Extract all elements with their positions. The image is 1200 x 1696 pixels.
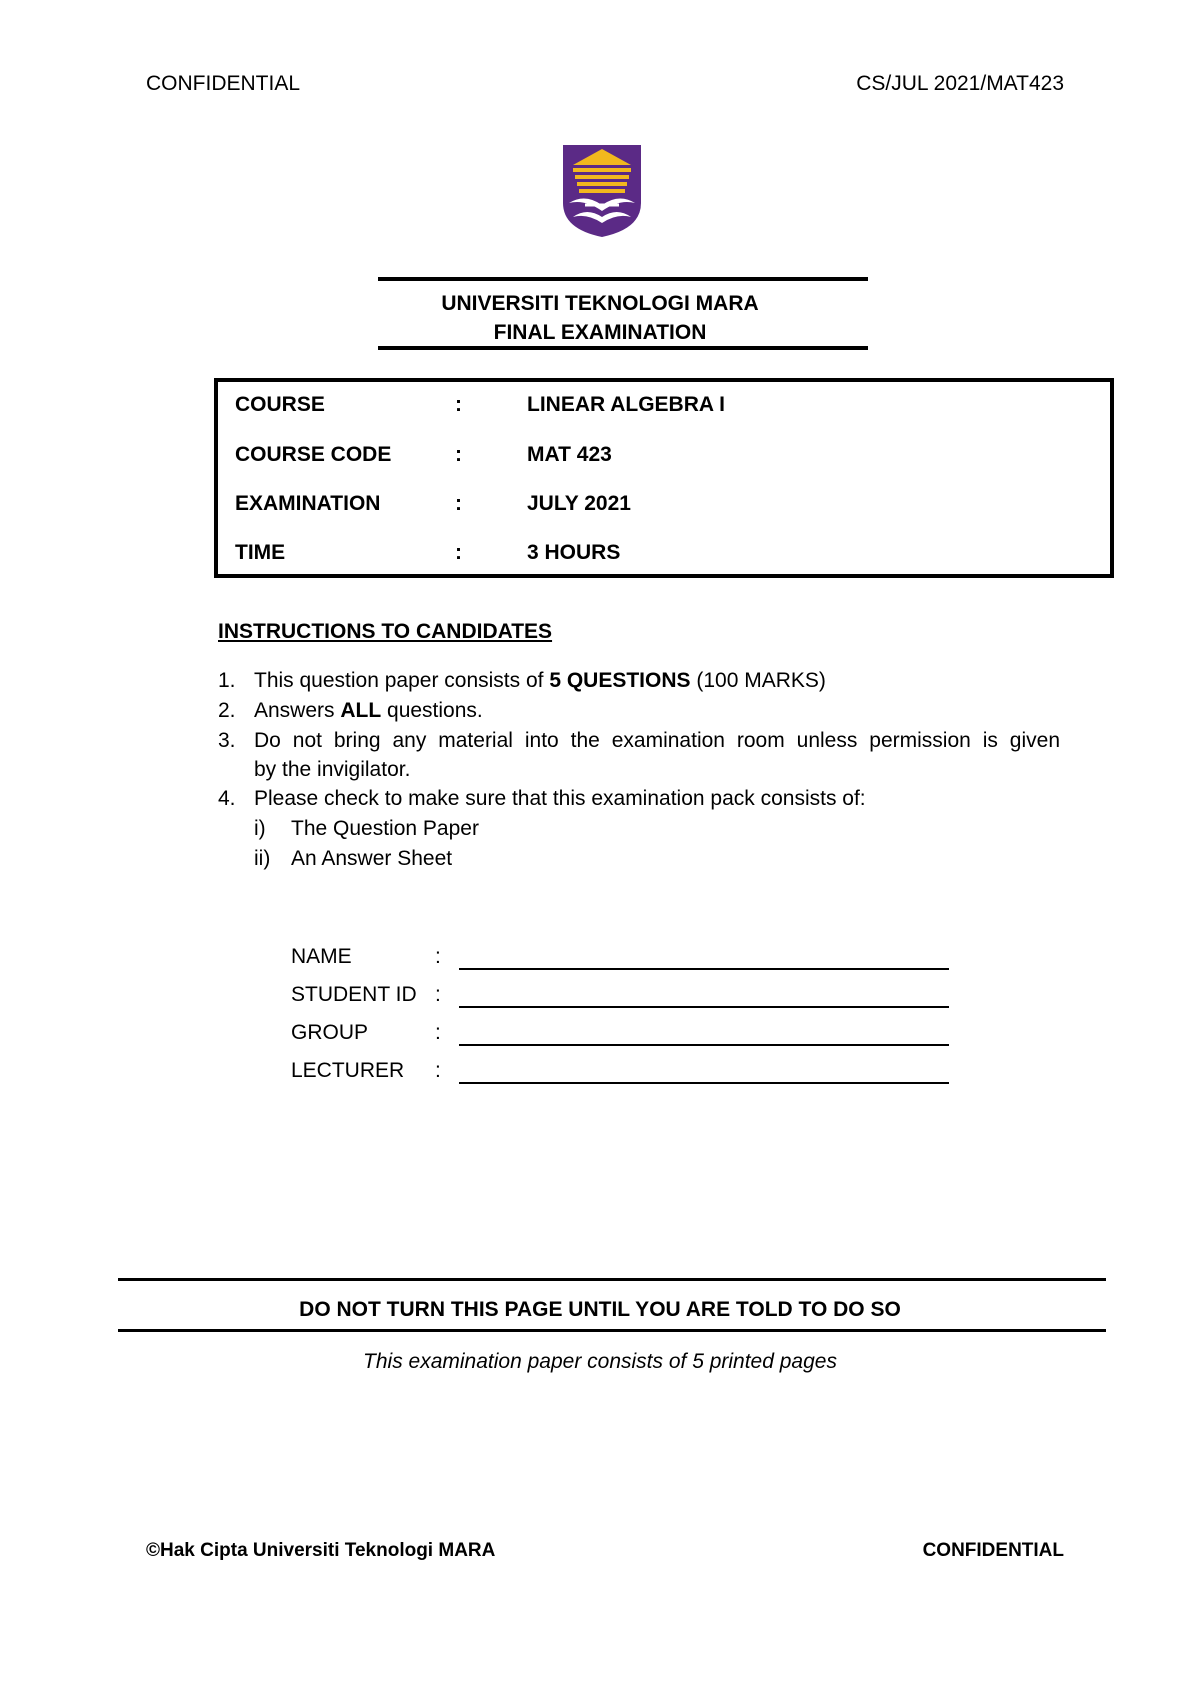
crest-icon — [561, 143, 643, 239]
instruction-text-part: Answers — [254, 699, 341, 722]
instruction-text-bold: 5 QUESTIONS — [549, 669, 691, 692]
instruction-text-bold: ALL — [340, 699, 382, 722]
title-top-rule — [378, 277, 868, 281]
title-bottom-rule — [378, 346, 868, 350]
sub-item-text: The Question Paper — [291, 817, 479, 840]
examination-colon: : — [455, 492, 462, 515]
sub-item-text: An Answer Sheet — [291, 847, 453, 870]
instruction-item — [0, 787, 1200, 817]
course-label: COURSE — [235, 393, 325, 416]
course-code-value: MAT 423 — [527, 443, 612, 466]
instruction-item — [0, 699, 1200, 729]
instruction-item — [0, 669, 1200, 699]
exam-type: FINAL EXAMINATION — [493, 321, 707, 344]
group-label: GROUP — [291, 1021, 369, 1044]
do-not-turn-notice: DO NOT TURN THIS PAGE UNTIL YOU ARE TOLD TO DO SO — [299, 1298, 901, 1321]
group-colon: : — [435, 1021, 441, 1044]
student-id-label: STUDENT ID — [291, 983, 417, 1006]
course-colon: : — [455, 393, 462, 416]
sub-item-number: i) — [254, 817, 266, 840]
instruction-sub-item — [0, 847, 1200, 877]
course-value: LINEAR ALGEBRA I — [527, 393, 725, 416]
student-id-input-line[interactable] — [459, 1006, 949, 1008]
time-value: 3 HOURS — [527, 541, 621, 564]
instruction-number: 3. — [218, 729, 236, 752]
footer-copyright: ©Hak Cipta Universiti Teknologi MARA — [146, 1540, 496, 1561]
notice-bottom-rule — [118, 1329, 1106, 1332]
instruction-text-line1: Do not bring any material into the examination room unless permission is given — [254, 729, 1060, 752]
course-info-box — [214, 378, 1114, 578]
group-input-line[interactable] — [459, 1044, 949, 1046]
time-label: TIME — [235, 541, 286, 564]
header-document-code: CS/JUL 2021/MAT423 — [856, 72, 1064, 95]
page-count-note: This examination paper consists of 5 printed pages — [363, 1350, 837, 1373]
instruction-text-part: (100 MARKS) — [690, 669, 826, 692]
instruction-text-part: questions. — [381, 699, 483, 722]
instruction-item — [0, 729, 1200, 789]
instruction-text: Please check to make sure that this examination pack consists of: — [254, 787, 866, 810]
lecturer-label: LECTURER — [291, 1059, 405, 1082]
time-colon: : — [455, 541, 462, 564]
lecturer-colon: : — [435, 1059, 441, 1082]
student-id-colon: : — [435, 983, 441, 1006]
instructions-heading: INSTRUCTIONS TO CANDIDATES — [218, 620, 553, 643]
instruction-text-part: This question paper consists of — [254, 669, 550, 692]
instruction-text — [254, 699, 483, 723]
name-colon: : — [435, 945, 441, 968]
instruction-number: 1. — [218, 669, 236, 692]
instruction-number: 2. — [218, 699, 236, 722]
university-name: UNIVERSITI TEKNOLOGI MARA — [441, 292, 759, 315]
instruction-number: 4. — [218, 787, 236, 810]
instruction-text — [254, 669, 826, 693]
examination-label: EXAMINATION — [235, 492, 381, 515]
header-confidential: CONFIDENTIAL — [146, 72, 301, 95]
instruction-sub-item — [0, 817, 1200, 847]
notice-top-rule — [118, 1278, 1106, 1281]
course-code-colon: : — [455, 443, 462, 466]
name-input-line[interactable] — [459, 968, 949, 970]
instruction-text-line2: by the invigilator. — [254, 758, 411, 781]
name-label: NAME — [291, 945, 352, 968]
course-code-label: COURSE CODE — [235, 443, 392, 466]
examination-value: JULY 2021 — [527, 492, 631, 515]
sub-item-number: ii) — [254, 847, 271, 870]
uitm-crest-logo — [561, 143, 643, 239]
footer-confidential: CONFIDENTIAL — [922, 1540, 1064, 1561]
lecturer-input-line[interactable] — [459, 1082, 949, 1084]
